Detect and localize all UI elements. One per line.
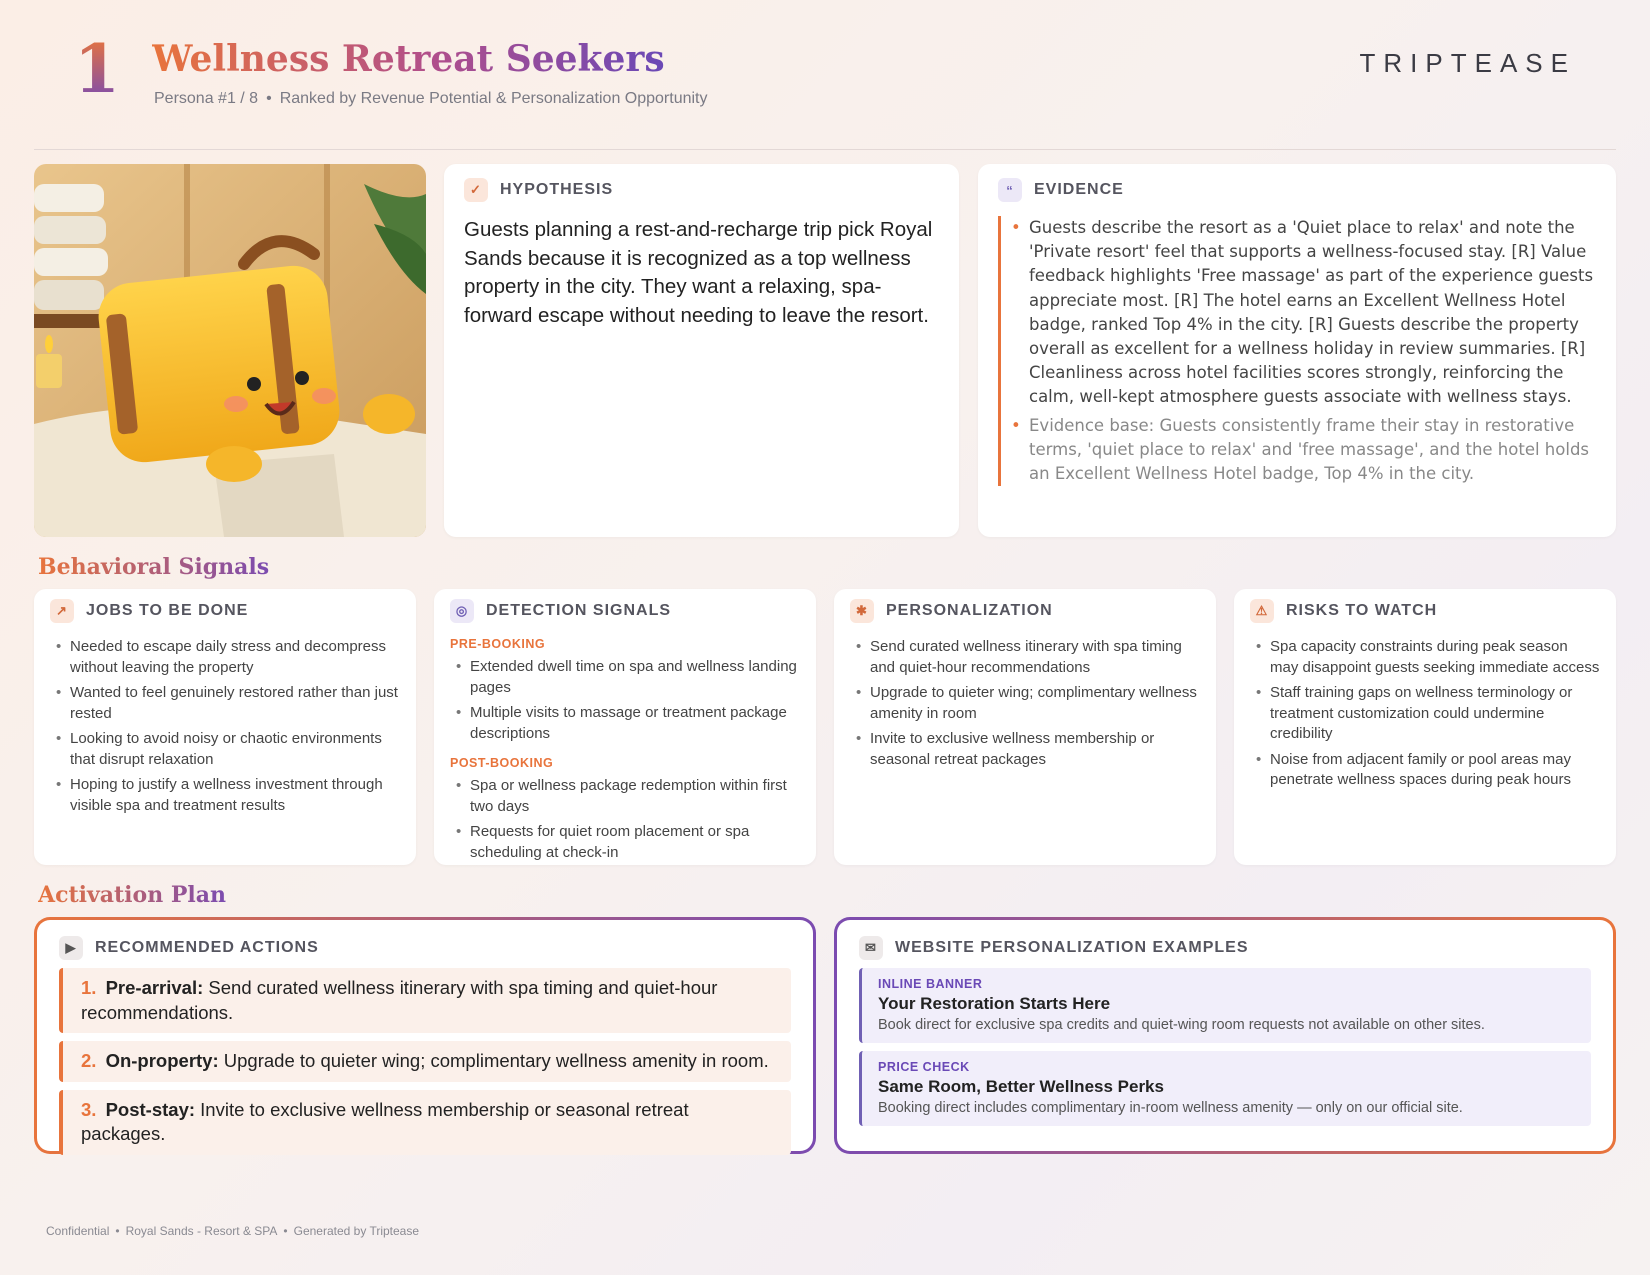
- target-icon: ◎: [450, 599, 474, 623]
- detection-header: [450, 599, 800, 623]
- hypothesis-heading: HYPOTHESIS: [500, 181, 614, 198]
- persona-illustration: [34, 164, 426, 537]
- personalization-header: [850, 599, 1200, 623]
- detection-heading: DETECTION SIGNALS: [486, 602, 672, 619]
- list-item: • Hoping to justify a wellness investment through visible spa and treatment results: [70, 775, 400, 816]
- list-item: • Staff training gaps on wellness terminology or treatment customization could undermine credibility: [1270, 683, 1600, 745]
- website-personalization-box: [834, 917, 1616, 1154]
- page-title: Wellness Retreat Seekers: [152, 38, 665, 80]
- hypothesis-header: [464, 178, 939, 202]
- warning-icon: ⚠: [1250, 599, 1274, 623]
- separator-dot: •: [266, 90, 272, 107]
- risks-heading: RISKS TO WATCH: [1286, 602, 1438, 619]
- page-footer: Confidential • Royal Sands - Resort & SPA • Generated by Triptease: [46, 1224, 420, 1238]
- list-item: • Invite to exclusive wellness membership or seasonal retreat packages: [870, 729, 1200, 770]
- actions-heading: RECOMMENDED ACTIONS: [95, 939, 319, 956]
- pre-booking-list: [450, 657, 800, 744]
- persona-rank-number: 1: [74, 30, 120, 108]
- detection-card: [434, 589, 816, 865]
- check-icon: ✓: [464, 178, 488, 202]
- personalization-list: [850, 637, 1200, 770]
- play-icon: ▶: [59, 936, 83, 960]
- list-item: • Multiple visits to massage or treatment package descriptions: [470, 703, 800, 744]
- evidence-card: [978, 164, 1616, 537]
- behavioral-signals-title: Behavioral Signals: [38, 554, 270, 580]
- evidence-heading: EVIDENCE: [1034, 181, 1124, 198]
- list-item: • Spa or wellness package redemption within first two days: [470, 776, 800, 817]
- list-item: • Wanted to feel genuinely restored rather than just rested: [70, 683, 400, 724]
- post-booking-list: [450, 776, 800, 863]
- risks-card: [1234, 589, 1616, 865]
- risks-list: [1250, 637, 1600, 791]
- ranking-note: Ranked by Revenue Potential & Personalization Opportunity: [279, 90, 708, 107]
- hypothesis-card: [444, 164, 959, 537]
- recommended-actions-box: [34, 917, 816, 1154]
- post-booking-label: POST-BOOKING: [450, 756, 554, 770]
- list-item: • Needed to escape daily stress and decompress without leaving the property: [70, 637, 400, 678]
- evidence-item: • Guests describe the resort as a 'Quiet place to relax' and note the 'Private resort' feel that supports a wellness-focused stay. [R] Value feedback highlights 'Free massage' as part of the experience guests appreciate most. [R] The hotel earns an Excellent Wellness Hotel badge, ranked Top 4% in the city. [R] Guests describe the property overall as excellent for a wellness holiday in review summaries. [R] Cleanliness across hotel facilities scores strongly, reinforcing the calm, well-kept atmosphere guests associate with wellness stays.: [1029, 216, 1596, 410]
- list-item: • Looking to avoid noisy or chaotic environments that disrupt relaxation: [70, 729, 400, 770]
- jobs-header: [50, 599, 400, 623]
- quote-icon: “: [998, 178, 1022, 202]
- list-item: • Send curated wellness itinerary with spa timing and quiet-hour recommendations: [870, 637, 1200, 678]
- arrow-up-right-icon: ↗: [50, 599, 74, 623]
- list-item: • Noise from adjacent family or pool areas may penetrate wellness spaces during peak hours: [1270, 750, 1600, 791]
- evidence-base-item: • Evidence base: Guests consistently frame their stay in restorative terms, 'quiet place to relax' and 'free massage', and the hotel holds an Excellent Wellness Hotel badge, Top 4% in the city.: [1029, 414, 1596, 487]
- personalization-card: [834, 589, 1216, 865]
- action-item-post-stay: 3. Post-stay: Invite to exclusive wellness membership or seasonal retreat packages.: [59, 1090, 791, 1155]
- list-item: • Upgrade to quieter wing; complimentary wellness amenity in room: [870, 683, 1200, 724]
- action-item-on-property: 2. On-property: Upgrade to quieter wing; complimentary wellness amenity in room.: [59, 1041, 791, 1082]
- brand-logo: TRIPTEASE: [1359, 48, 1576, 78]
- activation-plan-title: Activation Plan: [38, 882, 227, 908]
- website-example-price-check: PRICE CHECK Same Room, Better Wellness Perks Booking direct includes complimentary in-room wellness amenity — only on our official site.: [859, 1051, 1591, 1126]
- evidence-list: [998, 216, 1596, 486]
- risks-header: [1250, 599, 1600, 623]
- page-subtitle: [154, 90, 708, 108]
- jobs-card: [34, 589, 416, 865]
- list-item: • Requests for quiet room placement or spa scheduling at check-in: [470, 822, 800, 863]
- actions-list: [59, 968, 791, 1155]
- jobs-heading: JOBS TO BE DONE: [86, 602, 249, 619]
- website-example-inline-banner: INLINE BANNER Your Restoration Starts Here Book direct for exclusive spa credits and quiet-wing room requests not available on other sites.: [859, 968, 1591, 1043]
- page-header: [34, 30, 1616, 150]
- hypothesis-text: Guests planning a rest-and-recharge trip pick Royal Sands because it is recognized as a top wellness property in the city. They want a relaxing, spa-forward escape without needing to leave the resort.: [464, 218, 933, 327]
- persona-index: Persona #1 / 8: [154, 90, 259, 107]
- asterisk-icon: ✱: [850, 599, 874, 623]
- personalization-heading: PERSONALIZATION: [886, 602, 1053, 619]
- evidence-header: [998, 178, 1596, 202]
- website-heading: WEBSITE PERSONALIZATION EXAMPLES: [895, 939, 1249, 956]
- website-examples-list: [859, 968, 1591, 1126]
- list-item: • Extended dwell time on spa and wellness landing pages: [470, 657, 800, 698]
- pre-booking-label: PRE-BOOKING: [450, 637, 546, 651]
- action-item-pre-arrival: 1. Pre-arrival: Send curated wellness itinerary with spa timing and quiet-hour recommendations.: [59, 968, 791, 1033]
- list-item: • Spa capacity constraints during peak season may disappoint guests seeking immediate access: [1270, 637, 1600, 678]
- mail-icon: ✉: [859, 936, 883, 960]
- actions-header: [59, 936, 791, 960]
- jobs-list: [50, 637, 400, 816]
- website-header: [859, 936, 1591, 960]
